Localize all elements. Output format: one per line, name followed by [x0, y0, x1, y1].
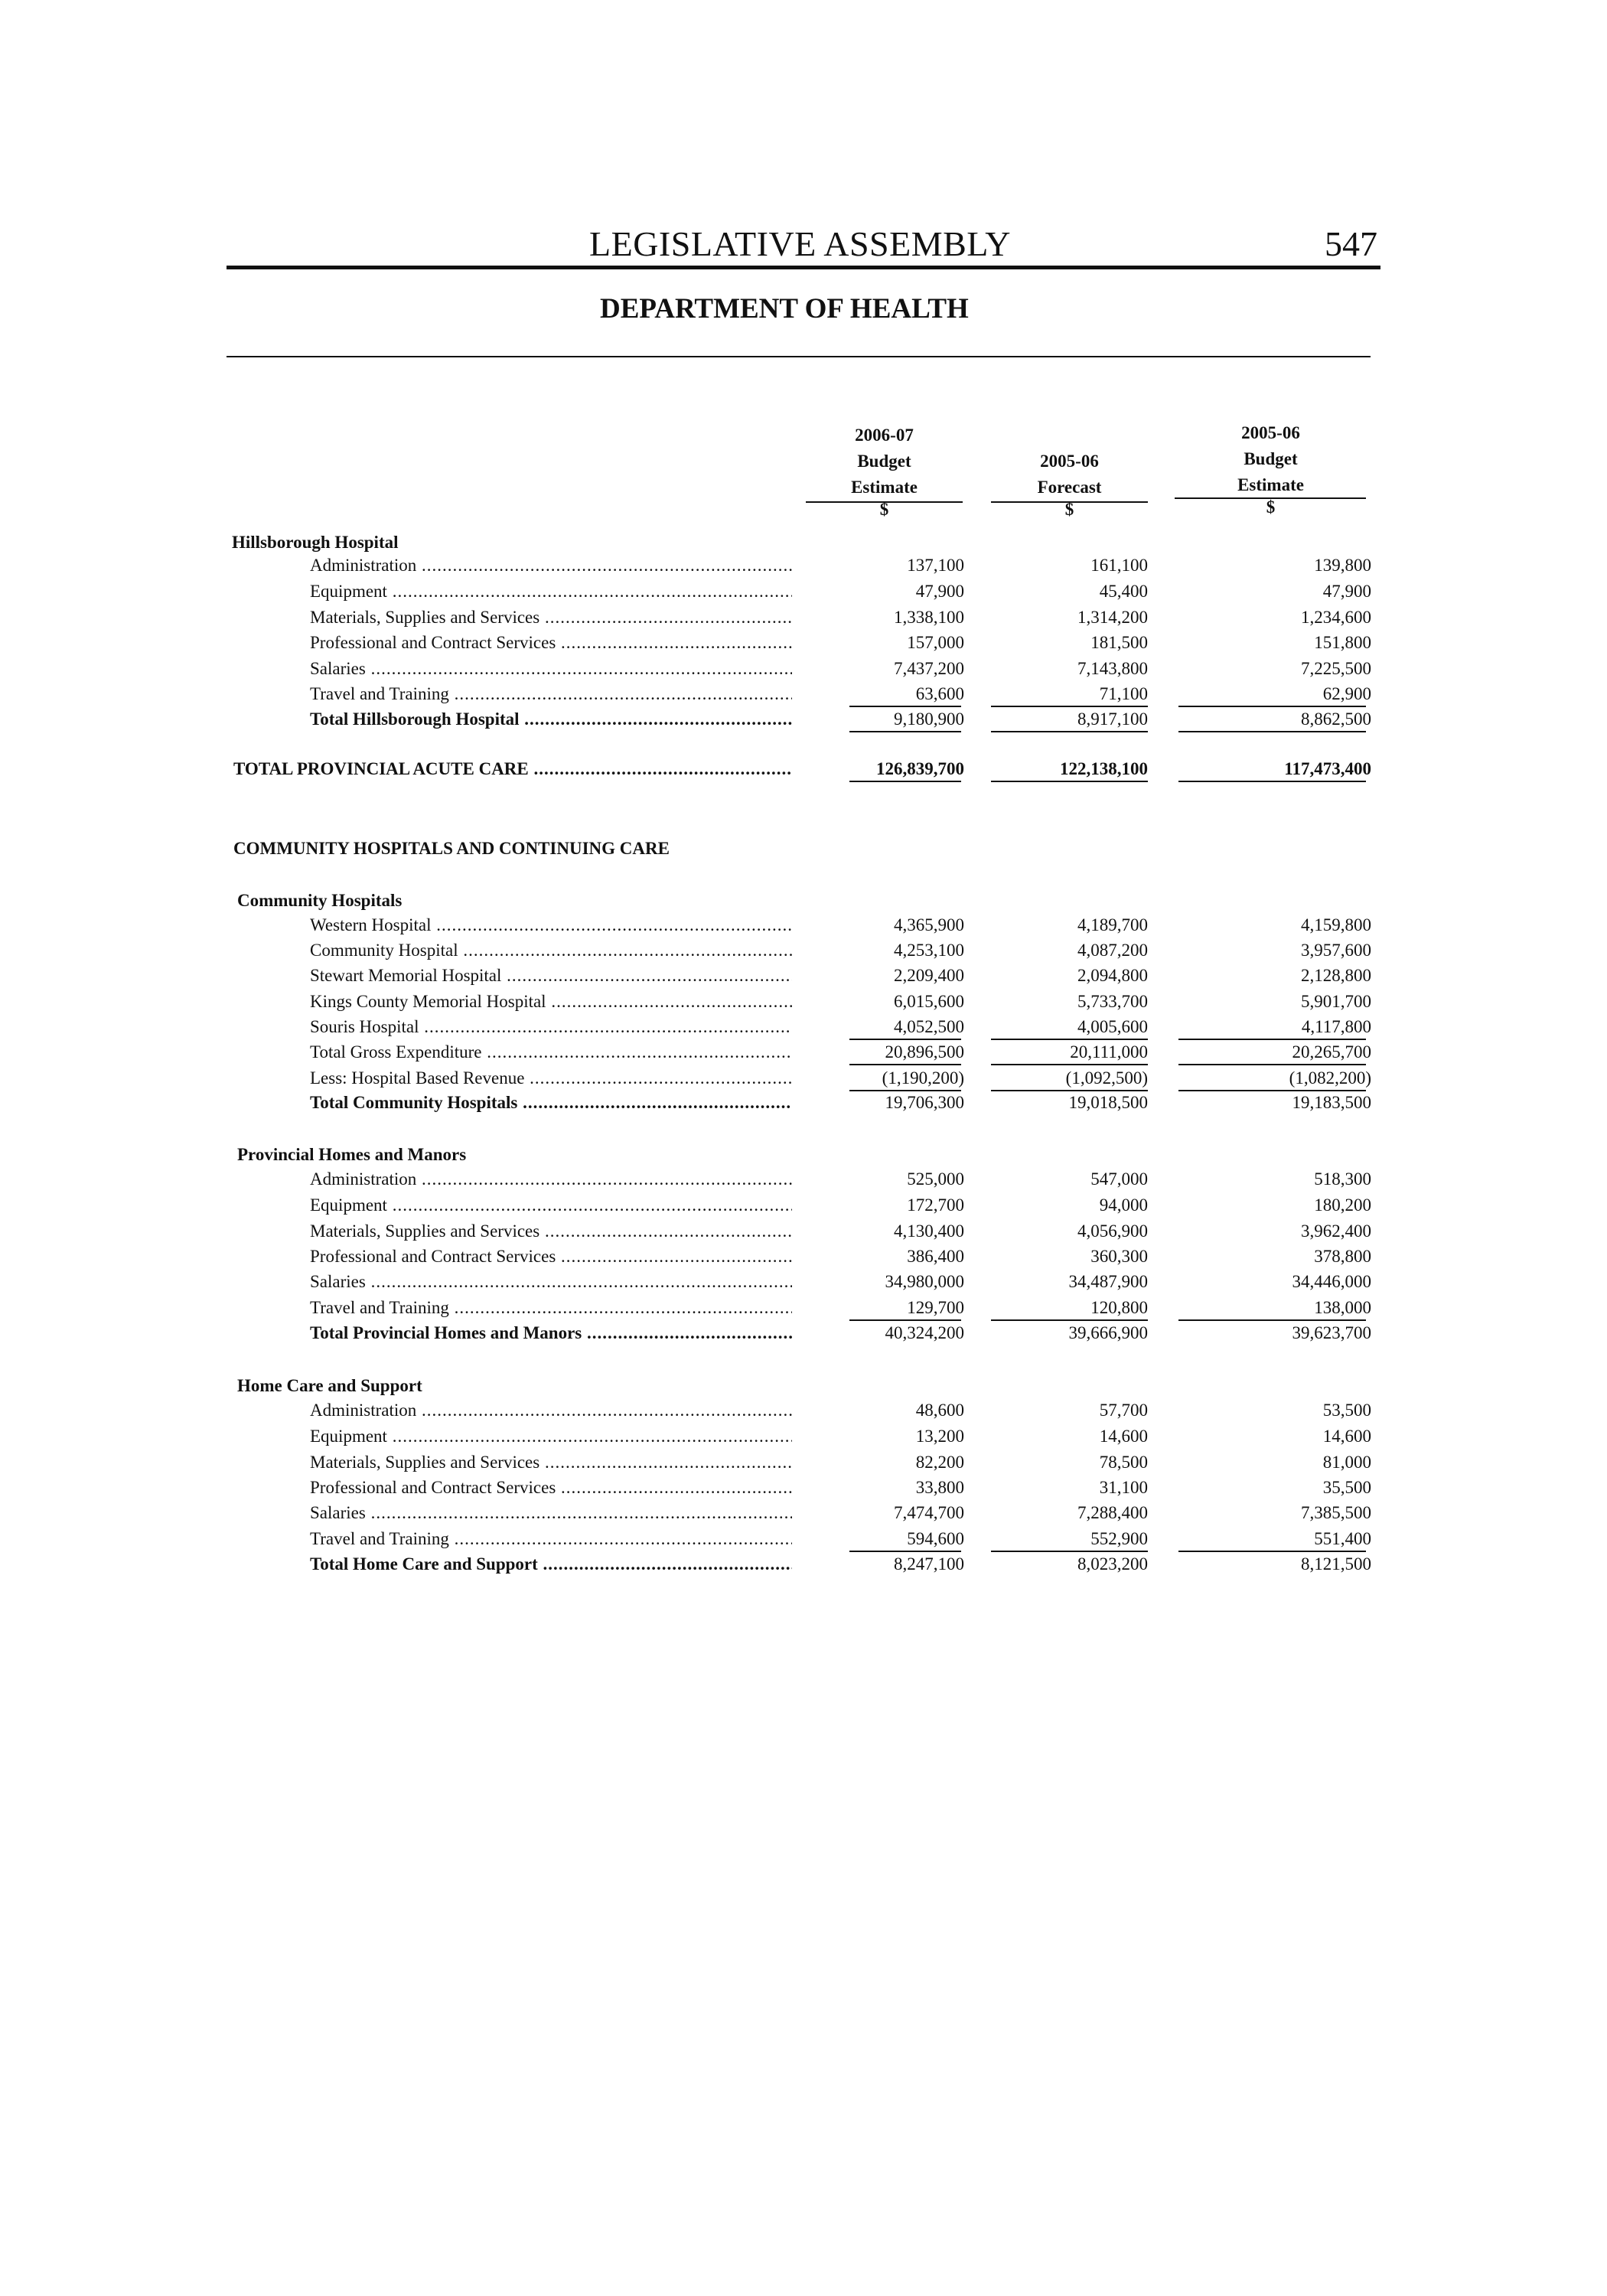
cell-value: 63,600 — [915, 684, 964, 703]
cell-value: 181,500 — [1090, 633, 1148, 652]
cell-value: 2,128,800 — [1301, 966, 1371, 985]
cell-value: 8,247,100 — [894, 1554, 964, 1574]
row-label — [310, 912, 792, 938]
cell-value: 5,733,700 — [1077, 992, 1148, 1011]
cell-value: 1,314,200 — [1077, 608, 1148, 627]
cell-value: 7,474,700 — [894, 1503, 964, 1522]
row-label — [310, 1244, 792, 1270]
cell-value: 518,300 — [1314, 1169, 1371, 1189]
row-label — [310, 1475, 792, 1501]
row-label-text: Materials, Supplies and Services ..... — [310, 1453, 792, 1472]
section-heading: Provincial Homes and Manors — [237, 1145, 467, 1164]
row-label-text: Salaries ..... — [310, 1503, 792, 1522]
cell-value: (1,092,500) — [1065, 1068, 1148, 1088]
row-label — [310, 1450, 792, 1476]
total-rule — [1178, 731, 1366, 732]
cell-value: 4,087,200 — [1077, 941, 1148, 960]
cell-value: 4,005,600 — [1077, 1017, 1148, 1036]
cell-value: 7,143,800 — [1077, 659, 1148, 678]
row-label — [310, 1090, 792, 1116]
table-row — [0, 630, 1607, 656]
cell-value: 20,265,700 — [1292, 1042, 1371, 1062]
row-label — [310, 1526, 792, 1552]
row-label-text: Professional and Contract Services ..... — [310, 633, 792, 652]
row-label — [310, 1551, 792, 1577]
row-label-text: Equipment ..... — [310, 582, 792, 601]
table-row — [0, 1166, 1607, 1192]
cell-value: 126,839,700 — [876, 759, 964, 778]
row-label-text: Administration ..... — [310, 1401, 792, 1420]
column-heading-line: Estimate — [1237, 475, 1304, 494]
table-row — [0, 1014, 1607, 1040]
row-label-text: TOTAL PROVINCIAL ACUTE CARE ..... — [233, 759, 792, 778]
cell-value: 40,324,200 — [885, 1323, 964, 1342]
cell-value: 4,052,500 — [894, 1017, 964, 1036]
column-heading-line: Estimate — [851, 478, 918, 497]
table-row — [0, 963, 1607, 989]
row-label — [310, 1039, 792, 1065]
cell-value: 4,253,100 — [894, 941, 964, 960]
row-label-text: Salaries ..... — [310, 659, 792, 678]
row-label-text: Stewart Memorial Hospital ..... — [310, 966, 792, 985]
row-label — [310, 963, 792, 989]
row-label-text: Total Community Hospitals ..... — [310, 1093, 792, 1112]
cell-value: 9,180,900 — [894, 709, 964, 729]
column-heading-2006-07-budget — [806, 422, 963, 501]
cell-value: 8,121,500 — [1301, 1554, 1371, 1574]
table-row — [0, 681, 1607, 707]
row-label-text: Kings County Memorial Hospital ..... — [310, 992, 792, 1011]
cell-value: 120,800 — [1090, 1298, 1148, 1317]
row-label — [310, 1166, 792, 1192]
cell-value: 6,015,600 — [894, 992, 964, 1011]
row-label — [310, 1218, 792, 1244]
row-label — [310, 1320, 792, 1346]
table-row-total — [0, 1551, 1607, 1577]
table-row — [0, 553, 1607, 579]
section-heading: Hillsborough Hospital — [232, 533, 399, 552]
cell-value: 151,800 — [1314, 633, 1371, 652]
row-label-text: Administration ..... — [310, 556, 792, 575]
table-row — [0, 1192, 1607, 1218]
cell-value: 2,094,800 — [1077, 966, 1148, 985]
cell-value: 139,800 — [1314, 556, 1371, 575]
table-row-total — [0, 1320, 1607, 1346]
cell-value: 4,365,900 — [894, 915, 964, 934]
row-label-text: Professional and Contract Services ..... — [310, 1478, 792, 1497]
row-label-text: Travel and Training ..... — [310, 1298, 792, 1317]
table-row — [0, 989, 1607, 1015]
cell-value: 4,189,700 — [1077, 915, 1148, 934]
table-row — [0, 1065, 1607, 1091]
cell-value: 129,700 — [907, 1298, 964, 1317]
table-row — [0, 1295, 1607, 1321]
row-label — [310, 681, 792, 707]
cell-value: 594,600 — [907, 1529, 964, 1548]
cell-value: 4,130,400 — [894, 1221, 964, 1241]
header-rule — [227, 266, 1380, 269]
table-row — [0, 1397, 1607, 1424]
table-row — [0, 1269, 1607, 1295]
table-row-section — [0, 888, 1607, 914]
column-heading-line: 2005-06 — [1040, 452, 1099, 471]
table-row — [0, 656, 1607, 682]
row-label — [310, 630, 792, 656]
row-label-text: Salaries ..... — [310, 1272, 792, 1291]
table-row — [0, 1424, 1607, 1450]
row-label-text: Total Home Care and Support ..... — [310, 1554, 792, 1574]
row-label-text: Total Provincial Homes and Manors ..... — [310, 1323, 792, 1342]
cell-value: 4,117,800 — [1301, 1017, 1371, 1036]
cell-value: 360,300 — [1090, 1247, 1148, 1266]
cell-value: 34,446,000 — [1292, 1272, 1371, 1291]
table-row-section — [0, 530, 1607, 556]
row-label — [310, 1397, 792, 1424]
cell-value: 138,000 — [1314, 1298, 1371, 1317]
row-label — [310, 579, 792, 605]
cell-value: 8,023,200 — [1077, 1554, 1148, 1574]
cell-value: 386,400 — [907, 1247, 964, 1266]
cell-value: 33,800 — [915, 1478, 964, 1497]
cell-value: 3,957,600 — [1301, 941, 1371, 960]
table-row — [0, 1244, 1607, 1270]
cell-value: 20,111,000 — [1070, 1042, 1148, 1062]
table-row — [0, 1500, 1607, 1526]
row-label — [310, 706, 792, 732]
table-row — [0, 1450, 1607, 1476]
table-row — [0, 912, 1607, 938]
row-label-text: Less: Hospital Based Revenue ..... — [310, 1068, 792, 1088]
row-label — [310, 1424, 792, 1450]
cell-value: 525,000 — [907, 1169, 964, 1189]
row-label — [310, 1500, 792, 1526]
cell-value: 31,100 — [1099, 1478, 1148, 1497]
column-heading-line: 2005-06 — [1241, 423, 1300, 442]
table-row-total — [0, 706, 1607, 732]
total-rule — [849, 781, 961, 782]
cell-value: 7,288,400 — [1077, 1503, 1148, 1522]
cell-value: 78,500 — [1099, 1453, 1148, 1472]
row-label — [310, 656, 792, 682]
row-label-text: Community Hospital ..... — [310, 941, 792, 960]
cell-value: 137,100 — [907, 556, 964, 575]
cell-value: 7,385,500 — [1301, 1503, 1371, 1522]
cell-value: 117,473,400 — [1284, 759, 1371, 778]
column-heading-2005-06-forecast — [991, 448, 1148, 501]
subtitle-rule — [227, 356, 1371, 357]
table-row-section — [0, 1373, 1607, 1399]
row-label — [310, 938, 792, 964]
cell-value: 94,000 — [1099, 1195, 1148, 1215]
cell-value: 1,234,600 — [1301, 608, 1371, 627]
cell-value: 14,600 — [1322, 1427, 1371, 1446]
row-label-text: Total Hillsborough Hospital ..... — [310, 709, 792, 729]
row-label — [310, 1192, 792, 1218]
cell-value: 551,400 — [1314, 1529, 1371, 1548]
cell-value: 81,000 — [1322, 1453, 1371, 1472]
table-row — [0, 938, 1607, 964]
table-row-total — [0, 1090, 1607, 1116]
cell-value: 34,487,900 — [1068, 1272, 1148, 1291]
table-row-section — [0, 1142, 1607, 1168]
page-number: 547 — [1325, 224, 1377, 263]
row-label-text: Administration ..... — [310, 1169, 792, 1189]
row-label-text: Professional and Contract Services ..... — [310, 1247, 792, 1266]
cell-value: 547,000 — [1090, 1169, 1148, 1189]
row-label — [310, 1295, 792, 1321]
cell-value: 8,917,100 — [1077, 709, 1148, 729]
row-label — [310, 1269, 792, 1295]
cell-value: 48,600 — [915, 1401, 964, 1420]
row-label — [310, 1065, 792, 1091]
table-row — [0, 1526, 1607, 1552]
total-rule — [991, 781, 1148, 782]
table-row-grand — [0, 756, 1607, 782]
table-row — [0, 1039, 1607, 1065]
table-row — [0, 605, 1607, 631]
cell-value: 157,000 — [907, 633, 964, 652]
cell-value: 19,183,500 — [1292, 1093, 1371, 1112]
cell-value: 20,896,500 — [885, 1042, 964, 1062]
total-rule — [1178, 781, 1366, 782]
table-row — [0, 1218, 1607, 1244]
cell-value: 34,980,000 — [885, 1272, 964, 1291]
cell-value: 82,200 — [915, 1453, 964, 1472]
row-label-text: Souris Hospital ..... — [310, 1017, 792, 1036]
cell-value: (1,190,200) — [882, 1068, 964, 1088]
cell-value: 2,209,400 — [894, 966, 964, 985]
cell-value: 172,700 — [907, 1195, 964, 1215]
section-heading: Home Care and Support — [237, 1376, 422, 1395]
department-title: DEPARTMENT OF HEALTH — [600, 293, 969, 325]
cell-value: 4,159,800 — [1301, 915, 1371, 934]
cell-value: 552,900 — [1090, 1529, 1148, 1548]
table-row — [0, 1475, 1607, 1501]
cell-value: 161,100 — [1090, 556, 1148, 575]
cell-value: 47,900 — [915, 582, 964, 601]
column-heading-line: Budget — [1244, 449, 1298, 468]
cell-value: (1,082,200) — [1289, 1068, 1371, 1088]
column-heading-line: Budget — [857, 452, 911, 471]
total-rule — [991, 731, 1148, 732]
cell-value: 122,138,100 — [1060, 759, 1148, 778]
cell-value: 8,862,500 — [1301, 709, 1371, 729]
total-rule — [849, 731, 961, 732]
row-label — [310, 1014, 792, 1040]
column-heading-2005-06-budget — [1192, 420, 1349, 498]
currency-unit: $ — [879, 500, 889, 519]
cell-value: 57,700 — [1099, 1401, 1148, 1420]
cell-value: 7,437,200 — [894, 659, 964, 678]
cell-value: 13,200 — [915, 1427, 964, 1446]
cell-value: 3,962,400 — [1301, 1221, 1371, 1241]
currency-unit: $ — [1266, 497, 1276, 517]
row-label-text: Western Hospital ..... — [310, 915, 792, 934]
cell-value: 53,500 — [1322, 1401, 1371, 1420]
table-row — [0, 579, 1607, 605]
row-label — [233, 756, 792, 782]
cell-value: 4,056,900 — [1077, 1221, 1148, 1241]
row-label-text: Equipment ..... — [310, 1427, 792, 1446]
row-label — [310, 553, 792, 579]
column-heading-line: Forecast — [1037, 478, 1102, 497]
cell-value: 47,900 — [1322, 582, 1371, 601]
cell-value: 71,100 — [1099, 684, 1148, 703]
cell-value: 5,901,700 — [1301, 992, 1371, 1011]
column-heading-line: 2006-07 — [855, 426, 914, 445]
row-label-text: Travel and Training ..... — [310, 684, 792, 703]
row-label-text: Total Gross Expenditure ..... — [310, 1042, 792, 1062]
page-header-title: LEGISLATIVE ASSEMBLY — [589, 224, 1012, 263]
row-label — [310, 989, 792, 1015]
section-heading: Community Hospitals — [237, 891, 403, 910]
cell-value: 19,706,300 — [885, 1093, 964, 1112]
row-label-text: Equipment ..... — [310, 1195, 792, 1215]
cell-value: 7,225,500 — [1301, 659, 1371, 678]
cell-value: 45,400 — [1099, 582, 1148, 601]
cell-value: 35,500 — [1322, 1478, 1371, 1497]
row-label — [310, 605, 792, 631]
row-label-text: Materials, Supplies and Services ..... — [310, 1221, 792, 1241]
row-label-text: Travel and Training ..... — [310, 1529, 792, 1548]
cell-value: 39,623,700 — [1292, 1323, 1371, 1342]
cell-value: 1,338,100 — [894, 608, 964, 627]
currency-unit: $ — [1064, 500, 1074, 519]
cell-value: 19,018,500 — [1068, 1093, 1148, 1112]
cell-value: 39,666,900 — [1068, 1323, 1148, 1342]
cell-value: 14,600 — [1099, 1427, 1148, 1446]
cell-value: 180,200 — [1314, 1195, 1371, 1215]
cell-value: 62,900 — [1322, 684, 1371, 703]
table-row-division — [0, 836, 1607, 862]
row-label-text: Materials, Supplies and Services ..... — [310, 608, 792, 627]
cell-value: 378,800 — [1314, 1247, 1371, 1266]
division-heading: COMMUNITY HOSPITALS AND CONTINUING CARE — [233, 839, 670, 858]
